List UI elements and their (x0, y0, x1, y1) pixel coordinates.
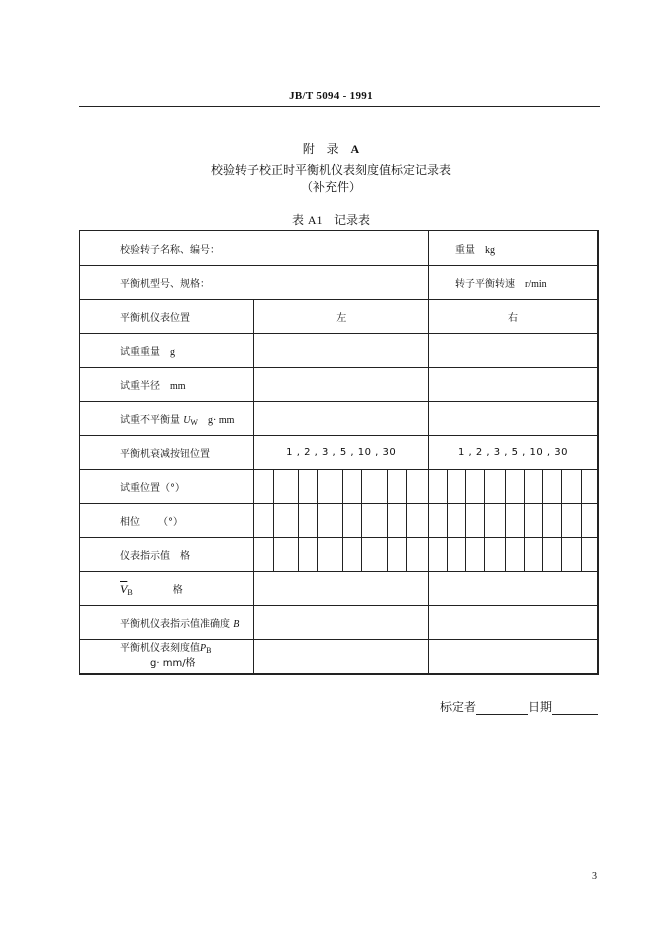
accuracy-symbol: B (233, 619, 240, 630)
reading-unit: 格 (180, 551, 190, 562)
scale-value-cell (80, 640, 254, 674)
trial-weight-label: 试重重量 (120, 347, 160, 358)
table-row (80, 231, 599, 266)
date-label: 日期 (528, 700, 553, 714)
scale-sub: B (206, 646, 212, 656)
grid-cell (582, 504, 598, 538)
reading-label: 仪表指示值 (120, 551, 170, 562)
accuracy-left (254, 606, 429, 640)
rotor-name-label: 校验转子名称、编号： (120, 244, 220, 256)
grid-cell (582, 538, 598, 572)
attenuator-cell (80, 436, 254, 470)
grid-cell (562, 470, 582, 504)
grid-cell (273, 470, 298, 504)
trial-radius-left (254, 368, 429, 402)
table-row (80, 368, 599, 402)
phase-unit: （°） (158, 517, 183, 528)
weight-label: 重量 (454, 244, 475, 256)
caption-text: 记录表 (333, 213, 370, 227)
accuracy-label: 平衡机仪表指示值准确度 (120, 619, 230, 630)
table-row (80, 436, 599, 470)
grid-cell (542, 470, 561, 504)
trial-unbalance-label: 试重不平衡量 (120, 414, 180, 426)
grid-cell (317, 504, 342, 538)
phase-cell (80, 504, 254, 538)
machine-model-cell (80, 266, 429, 300)
trial-unbalance-right (428, 402, 598, 436)
grid-cell (254, 470, 273, 504)
trial-unbalance-unit: g· mm (207, 414, 235, 426)
grid-cell (524, 470, 542, 504)
table-row (80, 640, 599, 674)
grid-cell (562, 538, 582, 572)
weight-unit: kg (484, 244, 495, 256)
grid-cell (387, 470, 406, 504)
vb-right (428, 572, 598, 606)
accuracy-right (428, 606, 598, 640)
caption-number: A1 (307, 213, 323, 227)
grid-cell (387, 538, 406, 572)
table-row (80, 504, 599, 538)
record-table (79, 230, 599, 675)
table-row (80, 538, 599, 572)
table-row (80, 402, 599, 436)
grid-cell (448, 470, 466, 504)
grid-cell (254, 538, 273, 572)
vb-symbol: $\overline{V}$ (120, 581, 128, 596)
grid-cell (387, 504, 406, 538)
appendix-note: （补充件） (300, 180, 361, 194)
grid-cell (466, 504, 485, 538)
table-row (80, 606, 599, 640)
date-blank[interactable] (552, 700, 598, 715)
right-header: 右 (428, 300, 598, 334)
grid-cell (505, 504, 524, 538)
grid-cell (428, 504, 447, 538)
scale-right (428, 640, 598, 674)
grid-cell (505, 538, 524, 572)
scale-unit: g· mm/格 (150, 658, 196, 670)
reading-cell (80, 538, 254, 572)
standard-code: JB/T 5094 - 1991 (289, 90, 373, 102)
speed-label: 转子平衡转速 (454, 279, 515, 290)
grid-cell (582, 470, 598, 504)
caption-prefix: 表 (292, 213, 305, 227)
table-row (80, 300, 599, 334)
trial-weight-right (428, 334, 598, 368)
grid-cell (317, 538, 342, 572)
grid-cell (466, 538, 485, 572)
trial-unbalance-symbol: U (183, 414, 191, 426)
attenuator-right: 1 , 2 , 3 , 5 , 10 , 30 (428, 436, 598, 470)
scale-left (254, 640, 429, 674)
trial-unbalance-left (254, 402, 429, 436)
table-row (80, 266, 599, 300)
page-number: 3 (592, 871, 597, 882)
calibrator-label: 标定者 (440, 700, 477, 714)
grid-cell (362, 504, 387, 538)
accuracy-cell (80, 606, 254, 640)
grid-cell (298, 504, 317, 538)
appendix-title (0, 140, 662, 157)
table-caption (0, 211, 662, 228)
table-row (80, 572, 599, 606)
grid-cell (273, 538, 298, 572)
grid-cell (485, 504, 505, 538)
scale-value-label: 平衡机仪表刻度值 (120, 643, 200, 655)
grid-cell (362, 470, 387, 504)
vb-left (254, 572, 429, 606)
grid-cell (542, 538, 561, 572)
trial-radius-label: 试重半径 (120, 381, 160, 392)
grid-cell (505, 470, 524, 504)
left-header: 左 (254, 300, 429, 334)
trial-position-label: 试重位置（°） (120, 483, 185, 494)
trial-weight-cell (80, 334, 254, 368)
grid-cell (406, 504, 428, 538)
grid-cell (298, 470, 317, 504)
grid-cell (343, 504, 362, 538)
speed-cell (428, 266, 598, 300)
calibrator-blank[interactable] (476, 700, 528, 715)
attenuator-label: 平衡机衰减按钮位置 (120, 449, 210, 460)
rotor-name-cell (80, 231, 429, 266)
trial-radius-cell (80, 368, 254, 402)
instrument-position-label: 平衡机仪表位置 (120, 313, 190, 324)
grid-cell (428, 538, 447, 572)
grid-cell (317, 470, 342, 504)
attenuator-left: 1 , 2 , 3 , 5 , 10 , 30 (254, 436, 429, 470)
appendix-letter: A (350, 142, 360, 156)
trial-radius-unit: mm (170, 381, 186, 392)
scale-symbol: P (200, 643, 207, 655)
phase-label: 相位 (120, 517, 140, 528)
signoff (440, 698, 598, 715)
grid-cell (448, 538, 466, 572)
grid-cell (466, 470, 485, 504)
appendix-label: 附 录 (302, 142, 343, 156)
grid-cell (524, 504, 542, 538)
grid-cell (298, 538, 317, 572)
table-row (80, 470, 599, 504)
grid-cell (343, 470, 362, 504)
grid-cell (406, 538, 428, 572)
appendix-subtitle: 校验转子校正时平衡机仪表刻度值标定记录表 (210, 163, 451, 177)
grid-cell (485, 470, 505, 504)
vb-unit: 格 (172, 584, 183, 596)
table-row (80, 334, 599, 368)
grid-cell (562, 504, 582, 538)
grid-cell (428, 470, 447, 504)
weight-cell (428, 231, 598, 266)
grid-cell (448, 504, 466, 538)
grid-cell (273, 504, 298, 538)
machine-model-label: 平衡机型号、规格： (120, 279, 210, 290)
grid-cell (485, 538, 505, 572)
grid-cell (406, 470, 428, 504)
trial-radius-right (428, 368, 598, 402)
trial-weight-unit: g (170, 347, 175, 358)
vb-cell (80, 572, 254, 606)
grid-cell (542, 504, 561, 538)
grid-cell (362, 538, 387, 572)
trial-unbalance-cell (80, 402, 254, 436)
vb-sub: B (127, 587, 133, 597)
speed-unit: r/min (524, 279, 547, 290)
header-rule (79, 106, 600, 107)
instrument-position-cell (80, 300, 254, 334)
trial-position-cell (80, 470, 254, 504)
trial-weight-left (254, 334, 429, 368)
grid-cell (524, 538, 542, 572)
trial-unbalance-sub: W (190, 417, 198, 427)
grid-cell (343, 538, 362, 572)
grid-cell (254, 504, 273, 538)
